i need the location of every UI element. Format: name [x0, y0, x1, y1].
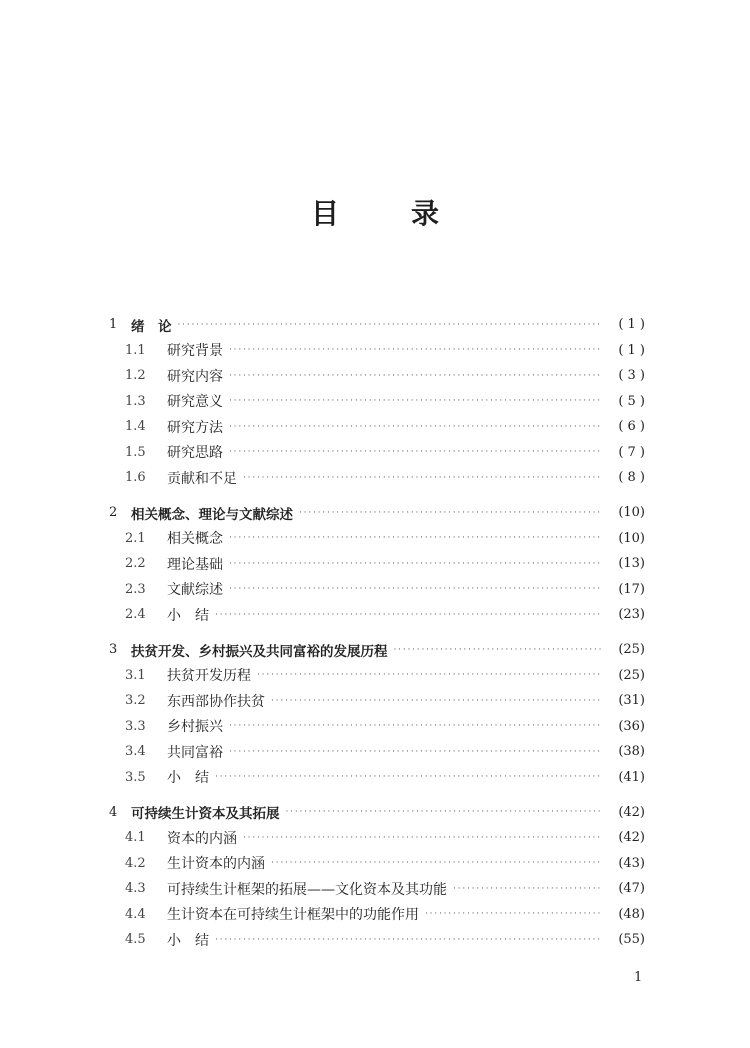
- toc-entry-number: 4: [109, 804, 118, 820]
- toc-entry-page: ( 3 ): [618, 368, 645, 384]
- chapter-gap: [109, 628, 645, 638]
- toc-leader-dots: [229, 745, 601, 759]
- toc-entry-title: 贡献和不足: [167, 470, 237, 487]
- toc-entry-title: 可持续生计框架的拓展——文化资本及其功能: [167, 881, 447, 898]
- toc-leader-dots: [229, 369, 601, 383]
- toc-section-entry[interactable]: [109, 551, 645, 577]
- toc-entry-title: 研究方法: [167, 419, 223, 436]
- toc-section-entry[interactable]: [109, 851, 645, 877]
- toc-entry-title: 研究意义: [167, 394, 223, 411]
- toc-chapter-entry[interactable]: [109, 800, 645, 826]
- toc-entry-page: (42): [618, 804, 645, 820]
- toc-section-entry[interactable]: [109, 714, 645, 740]
- toc-entry-page: ( 1 ): [618, 317, 645, 333]
- toc-leader-dots: [243, 471, 601, 485]
- toc-entry-number: 3.3: [125, 718, 146, 734]
- toc-entry-number: 1.6: [125, 470, 146, 486]
- toc-leader-dots: [243, 831, 601, 845]
- toc-leader-dots: [257, 668, 601, 682]
- toc-entry-title: 生计资本的内涵: [167, 856, 265, 873]
- toc-entry-title: 文献综述: [167, 582, 223, 599]
- toc-entry-number: 2.3: [125, 581, 146, 597]
- chapter-gap: [109, 491, 645, 501]
- page-title: 目 录: [310, 197, 461, 230]
- toc-entry-page: (25): [618, 667, 645, 683]
- toc-section-entry[interactable]: [109, 663, 645, 689]
- toc-entry-title: 扶贫开发、乡村振兴及共同富裕的发展历程: [131, 643, 388, 660]
- toc-leader-dots: [271, 694, 601, 708]
- toc-leader-dots: [215, 770, 601, 784]
- toc-entry-page: (31): [618, 693, 645, 709]
- toc-entry-title: 研究内容: [167, 368, 223, 385]
- toc-entry-title: 小 结: [167, 607, 209, 624]
- toc-section-entry[interactable]: [109, 338, 645, 364]
- toc-leader-dots: [453, 882, 601, 896]
- toc-entry-page: (17): [618, 581, 645, 597]
- toc-leader-dots: [425, 907, 601, 921]
- toc-entry-title: 相关概念: [167, 531, 223, 548]
- toc-section-entry[interactable]: [109, 414, 645, 440]
- page-number: 1: [634, 970, 643, 985]
- toc-section-entry[interactable]: [109, 876, 645, 902]
- toc-entry-page: (23): [618, 607, 645, 623]
- toc-entry-page: ( 1 ): [618, 342, 645, 358]
- toc-entry-number: 3.1: [125, 667, 146, 683]
- toc-leader-dots: [229, 394, 601, 408]
- toc-leader-dots: [229, 343, 601, 357]
- toc-leader-dots: [229, 582, 601, 596]
- toc-section-entry[interactable]: [109, 739, 645, 765]
- toc-leader-dots: [229, 719, 601, 733]
- toc-entry-title: 研究背景: [167, 343, 223, 360]
- toc-entry-page: (48): [618, 906, 645, 922]
- toc-entry-number: 1.1: [125, 342, 146, 358]
- toc-entry-title: 扶贫开发历程: [167, 668, 251, 685]
- toc-entry-page: ( 6 ): [618, 419, 645, 435]
- toc-entry-number: 2: [109, 505, 118, 521]
- toc-entry-title: 可持续生计资本及其拓展: [131, 806, 280, 823]
- toc-entry-page: (43): [618, 855, 645, 871]
- toc-entry-number: 1.3: [125, 393, 146, 409]
- toc-entry-number: 1.5: [125, 444, 146, 460]
- toc-leader-dots: [178, 318, 602, 332]
- toc-entry-number: 4.4: [125, 906, 146, 922]
- toc-leader-dots: [215, 933, 601, 947]
- toc-entry-number: 4.1: [125, 830, 146, 846]
- toc-entry-number: 1: [109, 317, 118, 333]
- toc-entry-number: 3.2: [125, 693, 146, 709]
- toc-entry-number: 2.1: [125, 530, 146, 546]
- toc-entry-number: 3.5: [125, 769, 146, 785]
- toc-chapter-entry[interactable]: [109, 637, 645, 663]
- toc-section-entry[interactable]: [109, 577, 645, 603]
- toc-section-entry[interactable]: [109, 765, 645, 791]
- toc-entry-page: (36): [618, 718, 645, 734]
- toc-leader-dots: [286, 805, 602, 819]
- toc-section-entry[interactable]: [109, 927, 645, 953]
- toc-entry-title: 相关概念、理论与文献综述: [131, 506, 293, 523]
- toc-entry-page: (42): [618, 830, 645, 846]
- toc-leader-dots: [229, 531, 601, 545]
- table-of-contents: [109, 312, 645, 953]
- toc-leader-dots: [229, 557, 601, 571]
- toc-entry-title: 绪 论: [131, 318, 172, 335]
- toc-entry-page: (55): [618, 932, 645, 948]
- toc-entry-title: 资本的内涵: [167, 830, 237, 847]
- toc-section-entry[interactable]: [109, 389, 645, 415]
- toc-section-entry[interactable]: [109, 440, 645, 466]
- toc-entry-number: 3.4: [125, 744, 146, 760]
- toc-section-entry[interactable]: [109, 602, 645, 628]
- toc-entry-title: 东西部协作扶贫: [167, 693, 265, 710]
- toc-entry-page: (47): [618, 881, 645, 897]
- toc-entry-number: 1.2: [125, 368, 146, 384]
- toc-entry-title: 理论基础: [167, 556, 223, 573]
- toc-entry-number: 4.2: [125, 855, 146, 871]
- toc-entry-title: 研究思路: [167, 445, 223, 462]
- toc-entry-number: 2.2: [125, 556, 146, 572]
- toc-section-entry[interactable]: [109, 825, 645, 851]
- toc-entry-number: 3: [109, 642, 118, 658]
- toc-entry-page: (13): [618, 556, 645, 572]
- toc-section-entry[interactable]: [109, 902, 645, 928]
- toc-entry-title: 生计资本在可持续生计框架中的功能作用: [167, 907, 419, 924]
- toc-leader-dots: [394, 643, 602, 657]
- toc-entry-number: 4.3: [125, 881, 146, 897]
- toc-entry-number: 2.4: [125, 607, 146, 623]
- toc-section-entry[interactable]: [109, 465, 645, 491]
- toc-entry-number: 4.5: [125, 932, 146, 948]
- toc-section-entry[interactable]: [109, 363, 645, 389]
- toc-section-entry[interactable]: [109, 526, 645, 552]
- toc-chapter-entry[interactable]: [109, 500, 645, 526]
- toc-leader-dots: [215, 608, 601, 622]
- toc-entry-page: (41): [618, 769, 645, 785]
- toc-entry-page: (10): [618, 530, 645, 546]
- toc-entry-title: 乡村振兴: [167, 719, 223, 736]
- toc-entry-page: ( 7 ): [618, 444, 645, 460]
- toc-entry-page: ( 5 ): [618, 393, 645, 409]
- toc-leader-dots: [229, 445, 601, 459]
- toc-entry-title: 小 结: [167, 932, 209, 949]
- toc-entry-page: (38): [618, 744, 645, 760]
- toc-entry-page: ( 8 ): [618, 470, 645, 486]
- toc-entry-number: 1.4: [125, 419, 146, 435]
- toc-entry-page: (25): [618, 642, 645, 658]
- toc-entry-title: 共同富裕: [167, 744, 223, 761]
- toc-leader-dots: [271, 856, 601, 870]
- toc-chapter-entry[interactable]: [109, 312, 645, 338]
- toc-entry-title: 小 结: [167, 770, 209, 787]
- toc-section-entry[interactable]: [109, 688, 645, 714]
- toc-entry-page: (10): [618, 505, 645, 521]
- toc-leader-dots: [299, 506, 601, 520]
- toc-leader-dots: [229, 420, 601, 434]
- chapter-gap: [109, 790, 645, 800]
